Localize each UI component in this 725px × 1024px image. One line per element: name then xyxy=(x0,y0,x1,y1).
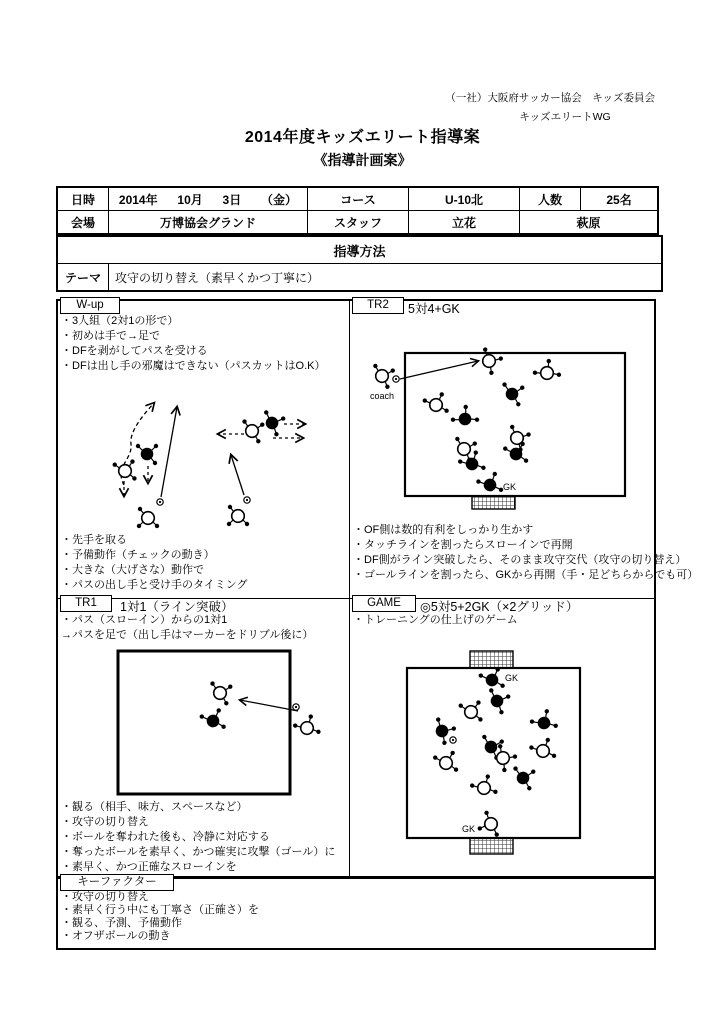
note-line: ・攻守の切り替え xyxy=(61,816,149,828)
staff1-value: 立花 xyxy=(409,211,520,234)
gk-label-bottom: GK xyxy=(462,824,476,834)
note-line: ・オフザボールの動き xyxy=(61,930,171,942)
theme-value: 攻守の切り替え（素早くかつ丁寧に） xyxy=(109,264,662,291)
wup-notes-top xyxy=(61,314,348,374)
note-line: ・DFを剥がしてパスを受ける xyxy=(61,345,208,357)
gk-label: GK xyxy=(503,482,517,492)
pass-arrow xyxy=(400,361,478,379)
method-header: 指導方法 xyxy=(58,237,662,264)
note-line: ・OF側は数的有利をしっかり生かす xyxy=(353,524,534,536)
player-black xyxy=(510,766,536,791)
player-white xyxy=(292,714,322,744)
game-drill-diagram xyxy=(350,644,654,862)
goal-top xyxy=(470,651,513,668)
section-wup xyxy=(58,301,350,599)
ball xyxy=(393,376,399,382)
note-line: ・ゴールラインを割ったら、GKから再開（手・足どちらからでも可） xyxy=(353,569,699,581)
keyfactor-notes xyxy=(61,891,653,943)
section-tr2 xyxy=(350,299,699,599)
player-black xyxy=(199,708,227,736)
player-white xyxy=(239,419,265,444)
staff2-value: 萩原 xyxy=(520,211,658,234)
player-white xyxy=(458,700,484,725)
document-title: 2014年度キッズエリート指導案 xyxy=(244,129,481,146)
player-white xyxy=(474,347,504,377)
note-line: ・素早く行う中にも丁寧さ（正確さ）を xyxy=(61,904,259,916)
player-black xyxy=(499,382,525,407)
venue-value: 万博協会グランド xyxy=(109,211,308,234)
tr1-subtitle: 1対1（ライン突破） xyxy=(120,600,234,614)
training-grid xyxy=(57,299,699,878)
ball xyxy=(244,497,250,503)
section-keyfactor xyxy=(57,877,655,949)
tr2-notes-bottom xyxy=(353,523,699,583)
section-tr1 xyxy=(58,599,350,877)
note-line: ・先手を取る xyxy=(61,534,127,546)
field xyxy=(407,668,580,838)
tr2-tab: TR2 xyxy=(352,297,404,314)
pass-arrow xyxy=(161,407,177,497)
note-line: ・DFは出し手の邪魔はできない（パスカットはO.K） xyxy=(61,360,326,372)
goal-bottom xyxy=(470,838,513,854)
coach-player xyxy=(368,363,395,389)
method-theme-table xyxy=(57,236,662,291)
organization-line1: （一社）大阪府サッカー協会 キッズ委員会 xyxy=(445,92,655,104)
info-row-2 xyxy=(58,211,658,234)
label-course: コース xyxy=(308,188,409,211)
course-value: U-10北 xyxy=(409,188,520,211)
player-white xyxy=(532,358,563,389)
player-black xyxy=(503,441,530,467)
game-notes-top xyxy=(353,613,653,628)
label-count: 人数 xyxy=(520,188,581,211)
note-line: →パスを足で（出し手はマーカーをドリブル後に） xyxy=(61,629,314,641)
tr1-drill-diagram xyxy=(58,644,350,802)
method-row xyxy=(58,237,662,264)
player-black xyxy=(529,708,560,738)
note-line: ・予備動作（チェックの動き） xyxy=(61,549,215,561)
ball xyxy=(157,499,163,505)
note-line: ・観る（相手、味方、スペースなど） xyxy=(61,801,248,813)
date-year: 2014年 xyxy=(118,192,158,207)
pass-arrow xyxy=(231,455,244,495)
note-line: ・攻守の切り替え xyxy=(61,891,149,903)
note-line: ・観る、予測、予備動作 xyxy=(61,917,182,929)
tr1-notes-bottom xyxy=(61,800,348,875)
date-day: 3日 xyxy=(222,192,242,207)
note-line: ・初めは手で→足で xyxy=(61,330,160,342)
wup-tab: W-up xyxy=(60,297,120,314)
label-venue: 会場 xyxy=(58,211,109,234)
player-white xyxy=(433,750,460,776)
keyfactor-tab: キーファクター xyxy=(60,874,174,891)
note-line: ・パス（スローイン）からの1対1 xyxy=(61,614,228,626)
ball xyxy=(450,737,456,743)
player-black xyxy=(450,404,481,435)
label-staff: スタッフ xyxy=(308,211,409,234)
note-line: ・トレーニングの仕上げのゲーム xyxy=(353,614,518,626)
tr1-notes-top xyxy=(61,613,348,643)
note-line: ・奪ったボールを素早く、かつ確実に攻撃（ゴール）に xyxy=(61,846,336,858)
game-subtitle: ◎5対5+2GK（×2グリッド） xyxy=(420,600,579,614)
section-game xyxy=(350,599,654,877)
document-subtitle: 《指導計画案》 xyxy=(313,152,412,168)
info-row-1 xyxy=(58,188,658,211)
player-white xyxy=(529,737,558,766)
field xyxy=(405,353,625,496)
tr2-subtitle: 5対4+GK xyxy=(408,302,460,316)
coach-label: coach xyxy=(370,391,395,401)
note-line: ・ボールを奪われた後も、冷静に対応する xyxy=(61,831,270,843)
note-line: ・大きな（大げさな）動作で xyxy=(61,564,204,576)
player-white xyxy=(137,507,159,528)
tr1-tab: TR1 xyxy=(60,595,112,612)
goalkeeper-white xyxy=(477,810,505,838)
gk-label-top: GK xyxy=(505,673,519,683)
note-line: ・DF側がライン突破したら、そのまま攻守交代（攻守の切り替え） xyxy=(353,554,687,566)
theme-row xyxy=(58,264,662,291)
count-value: 25名 xyxy=(581,188,658,211)
player-white xyxy=(469,774,499,804)
field xyxy=(118,651,290,794)
wup-drill-diagram xyxy=(58,387,350,529)
ball xyxy=(293,704,299,710)
player-black xyxy=(483,688,511,716)
player-white xyxy=(227,505,249,526)
goal xyxy=(472,496,515,509)
note-line: ・素早く、かつ正確なスローインを xyxy=(61,861,237,873)
player-black xyxy=(136,444,158,465)
wup-notes-bottom xyxy=(61,533,348,593)
tr2-drill-diagram xyxy=(350,321,654,516)
label-datetime: 日時 xyxy=(58,188,109,211)
date-cell xyxy=(109,188,308,211)
organization-line2: キッズエリートWG xyxy=(519,111,611,123)
theme-label: テーマ xyxy=(58,264,109,291)
player-white xyxy=(422,392,450,420)
info-table xyxy=(57,187,658,234)
note-line: ・パスの出し手と受け手のタイミング xyxy=(61,579,248,591)
player-white xyxy=(207,681,233,706)
note-line: ・3人組（2対1の形で） xyxy=(61,315,179,327)
game-tab: GAME xyxy=(352,595,416,612)
date-month: 10月 xyxy=(177,192,203,207)
date-weekday: （金） xyxy=(261,192,298,207)
note-line: ・タッチラインを割ったらスローインで再開 xyxy=(353,539,573,551)
